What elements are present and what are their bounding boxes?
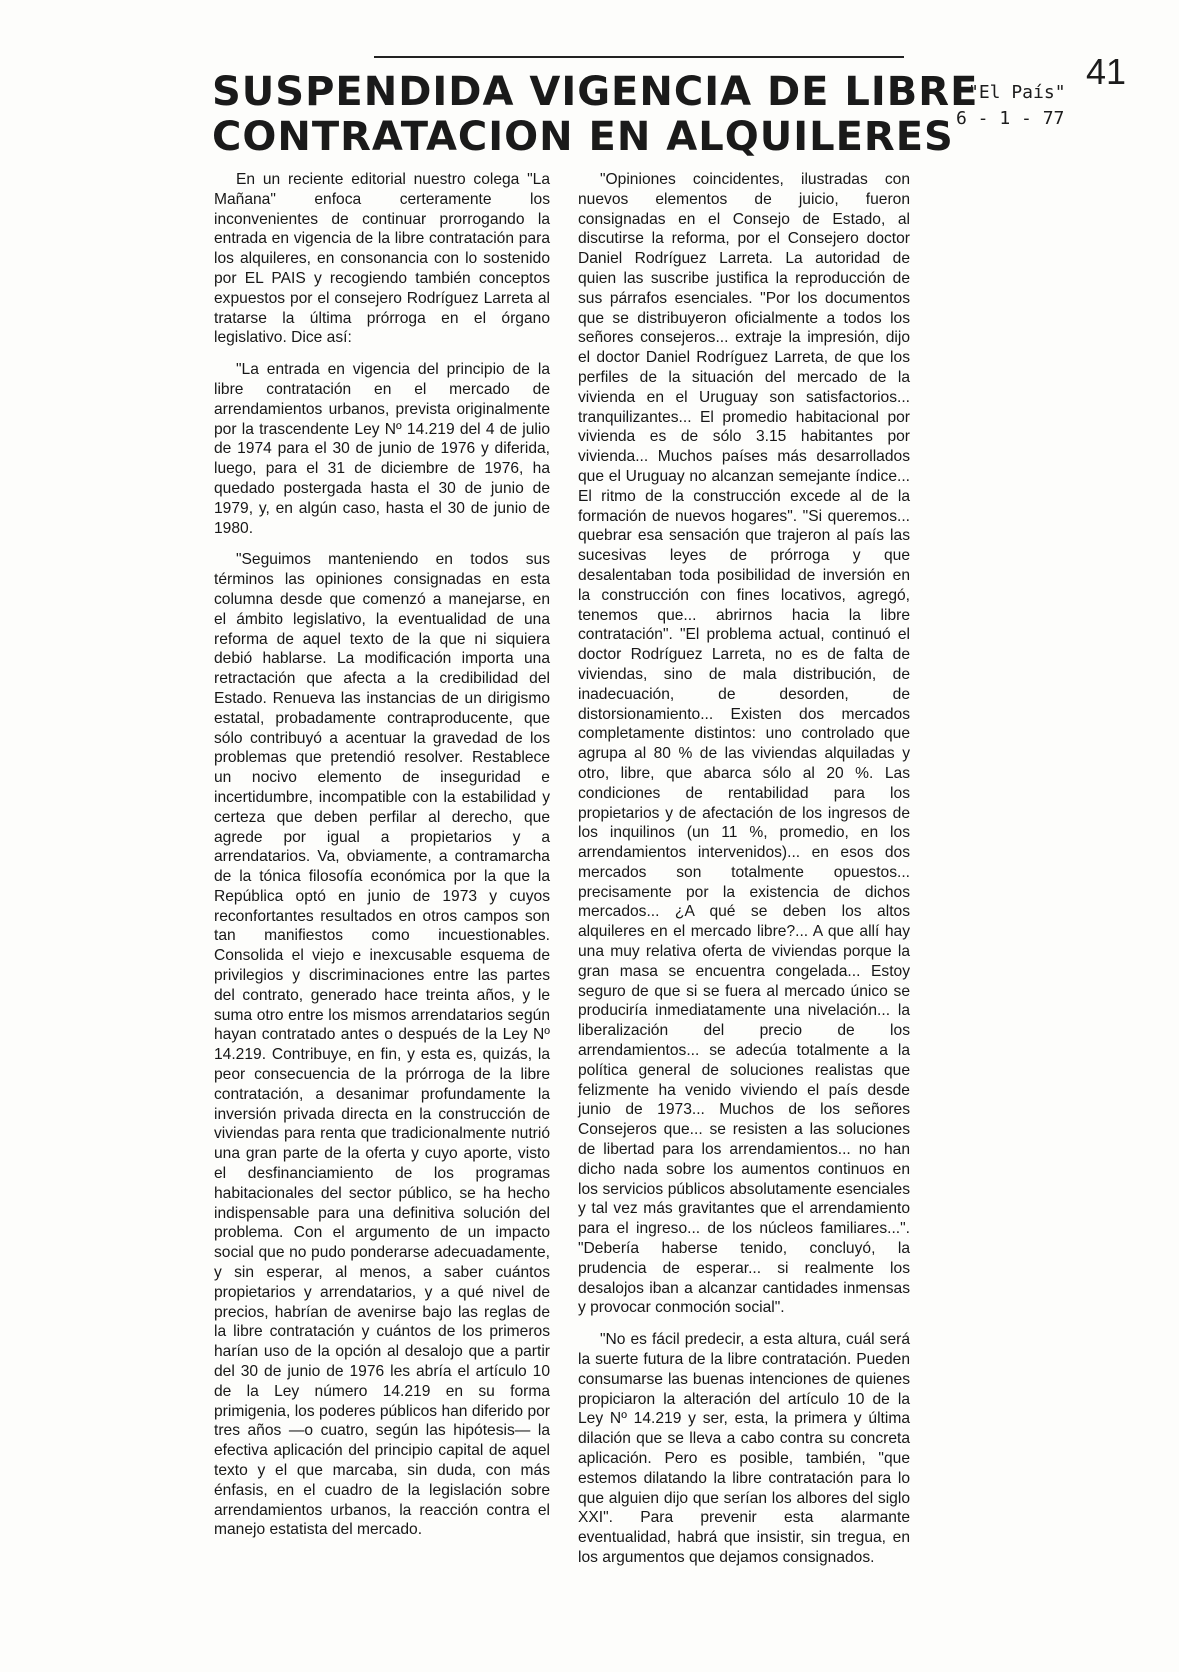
publication-name: "El País" — [968, 82, 1066, 103]
paragraph: "La entrada en vigencia del principio de la libre contratación en el mercado de arrendamientos urbanos, prevista originalmente por la trascendente Ley Nº 14.219 del 4 de julio de 1974 para el 30 de junio de 1976 y diferida, luego, para el 31 de diciembre de 1976, ha quedado postergada hasta el 30 de junio de 1979, y, en algún caso, hasta el 30 de junio de 1980. — [214, 361, 550, 537]
source-annotation — [952, 80, 1092, 132]
paragraph: "Seguimos manteniendo en todos sus términos las opiniones consignadas en esta columna desde que comenzó a manejarse, en el ámbito legislativo, la eventualidad de una reforma de aquel texto de la que ni siquiera debió hablarse. La modificación importa una retractación que afecta a la credibilidad del Estado. Renueva las instancias de un dirigismo estatal, probadamente contraproducente, que sólo contribuyó a acentuar la gravedad de los problemas que pretendió resolver. Restablece un nocivo elemento de inseguridad e incertidumbre, incompatible con la estabilidad y certeza que deben perfilar al derecho, que agrede por igual a propietarios y a arrendatarios. Va, obviamente, a contramarcha de la tónica filosofía económica por la que la República optó en junio de 1973 y cuyos reconfortantes resultados en otros campos son tan manifiestos como incuestionables. Consolida el viejo e inexcusable esquema de privilegios y discriminaciones entre las partes del contrato, generado hace treinta años, y le suma otro entre los mismos arrendatarios según hayan contratado antes o después de la Ley Nº 14.219. Contribuye, en fin, y esta es, quizás, la peor consecuencia de la prórroga de la libre contratación, a desanimar profundamente la inversión privada directa en la construcción de viviendas para renta que tradicionalmente nutrió una gran parte de la oferta y cuyo aporte, visto el desfinanciamiento de los programas habitacionales del sector público, se ha hecho indispensable para una definitiva solución del problema. Con el argumento de un impacto social que no pudo ponderarse adecuadamente, y sin esperar, al menos, a saber cuántos propietarios y arrendatarios, y a qué nivel de precios, habrían de avenirse bajo las reglas de la libre contratación y cuántos de los primeros harían uso de la opción al desalojo que a partir del 30 de junio de 1976 les abría el artículo 10 de la Ley número 14.219 en su forma primigenia, los poderes públicos han diferido por tres años —o cuatro, según las hipótesis— la efectiva aplicación del principio capital de aquel texto y el que marcaba, sin duda, con más énfasis, en el cuadro de la legislación sobre arrendamientos urbanos, la reacción contra el manejo estatista del mercado. — [214, 551, 550, 1539]
publication-date: 6 - 1 - 77 — [956, 108, 1065, 129]
paragraph: En un reciente editorial nuestro colega "La Mañana" enfoca certeramente los inconvenientes de continuar prorrogando la entrada en vigencia de la libre contratación para los alquileres, en consonancia con lo sostenido por EL PAIS y recogiendo también conceptos expuestos por el consejero Rodríguez Larreta al tratarse la última prórroga en el órgano legislativo. Dice así: — [214, 171, 550, 347]
article-column-left — [214, 170, 550, 1540]
article-headline — [212, 69, 979, 160]
article-column-right — [578, 170, 910, 1568]
headline-top-rule — [374, 56, 904, 58]
paragraph: "No es fácil predecir, a esta altura, cuál será la suerte futura de la libre contratación. Pueden consumarse las buenas intenciones de quienes propiciaron la alteración del artículo 10 de la Ley Nº 14.219 y ser, esta, la primera y última dilación que se lleva a cabo contra su concreta aplicación. Pero es posible, también, "que estemos dilatando la libre contratación para lo que alguien dijo que serían los albores del siglo XXI". Para prevenir esta alarmante eventualidad, habrá que insistir, sin tregua, en los argumentos que dejamos consignados. — [578, 1331, 910, 1566]
headline-line-2: CONTRATACION EN ALQUILERES — [212, 114, 954, 160]
page-number: 41 — [1086, 51, 1127, 92]
headline-line-1: SUSPENDIDA VIGENCIA DE LIBRE — [212, 69, 979, 115]
paragraph: "Opiniones coincidentes, ilustradas con nuevos elementos de juicio, fueron consignadas en el Consejo de Estado, al discutirse la reforma, por el Consejero doctor Daniel Rodríguez Larreta. La autoridad de quien las suscribe justifica la reproducción de sus párrafos esenciales. "Por los documentos que se distribuyeron oficialmente a todos los señores consejeros... extraje la impresión, dijo el doctor Daniel Rodríguez Larreta, de que los perfiles de la situación del mercado de la vivienda en el Uruguay son satisfactorios... tranquilizantes... El promedio habitacional por vivienda es de sólo 3.15 habitantes por vivienda... Muchos países más desarrollados que el Uruguay no alcanzan semejante índice... El ritmo de la construcción excede al de la formación de nuevos hogares". "Si queremos... quebrar esa sensación que trajeron al país las sucesivas leyes de prórroga y que desalentaban toda posibilidad de inversión en la construcción con fines locativos, agregó, tenemos que... abrirnos hacia la libre contratación". "El problema actual, continuó el doctor Rodríguez Larreta, no es de falta de viviendas, sino de mala distribución, de inadecuación, de desorden, de distorsionamiento... Existen dos mercados completamente distintos: uno controlado que agrupa al 80 % de las viviendas alquiladas y otro, libre, que abarca sólo al 20 %. Las condiciones de rentabilidad para los propietarios y de afectación de los ingresos de los inquilinos (un 11 %, promedio, en los arrendamientos intervenidos)... en esos dos mercados son totalmente opuestos... precisamente por la existencia de dichos mercados... ¿A qué se deben los altos alquileres en el mercado libre?... A que allí hay una muy relativa oferta de viviendas porque la gran masa se encuentra congelada... Estoy seguro de que si se fuera al mercado único se produciría inmediatamente una nivelación... la liberalización del precio de los arrendamientos... se adecúa totalmente a la política general de soluciones realistas que felizmente ha venido viviendo el país desde junio de 1973... Muchos de los señores Consejeros que... se resisten a las soluciones de libertad para los arrendamientos... no han dicho nada sobre los aumentos continuos en los servicios públicos absolutamente esenciales y tal vez más gravitantes que el arrendamiento para el ingreso... de los núcleos familiares...". "Debería haberse tenido, concluyó, la prudencia de esperar... si realmente los desalojos iban a alcanzar cantidades inmensas y provocar conmoción social". — [578, 171, 910, 1317]
